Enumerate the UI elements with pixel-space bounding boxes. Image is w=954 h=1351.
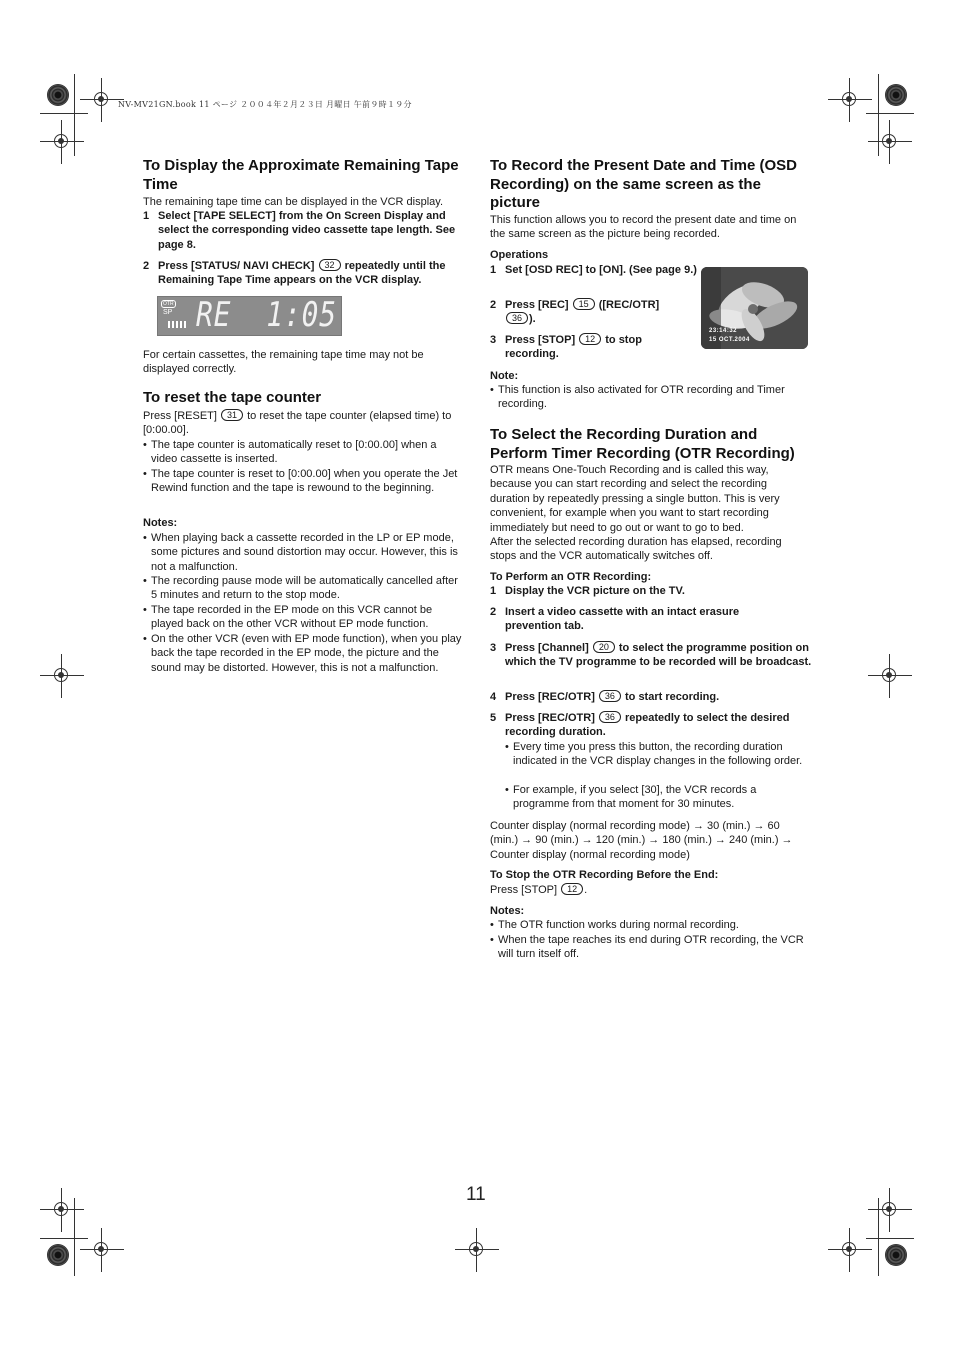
registration-disc-icon (885, 84, 907, 106)
osd-time: 23:14:32 (709, 328, 738, 334)
print-header: NV-MV21GN.book 11 ページ ２００４年２月２３日 月曜日 午前９時１９分 (118, 100, 412, 109)
bullet-text: The tape counter is automatically reset to [0:00.00] when a video cassette is inserted. (151, 439, 437, 466)
step-text-part: repeatedly until the Remaining Tape Time appears on the VCR display. (158, 260, 446, 287)
bullet-text: On the other VCR (even with EP mode function), when you play back the tape recorded in the EP mode, the picture and the sound may be distorted. However, this is not a malfunction. (151, 633, 462, 674)
paragraph (490, 883, 587, 897)
crosshair-mark-icon (80, 1228, 124, 1272)
step-number: 1 (143, 210, 150, 222)
step-text (505, 298, 680, 327)
registration-disc-icon (885, 1244, 907, 1266)
notes-label: Notes: (490, 905, 525, 917)
tape-remaining-bar-icon (168, 321, 188, 328)
bullet-text: The tape recorded in the EP mode on this VCR cannot be played back on the other VCR without EP mode function. (151, 604, 433, 631)
text-part: Press [STOP] (490, 884, 558, 896)
button-number-badge: 32 (319, 259, 341, 271)
vcr-display-mode: SP (163, 309, 173, 316)
crop-line (878, 74, 879, 156)
crosshair-mark-icon (40, 1188, 84, 1232)
button-number-badge: 36 (599, 711, 621, 723)
crosshair-mark-icon (868, 120, 912, 164)
text-part: to stop recording. (505, 334, 642, 361)
bullet-text: Every time you press this button, the recording duration indicated in the VCR display changes in the following order. (513, 741, 803, 768)
button-number-badge: 36 (599, 690, 621, 702)
section-title-osd-recording: To Record the Present Date and Time (OSD Recording) on the same screen as the picture (490, 157, 798, 211)
crosshair-mark-icon (40, 654, 84, 698)
text-part: to reset the tape counter (elapsed time) to [0:00.00]. (143, 410, 452, 437)
paragraph: OTR means One-Touch Recording and is called this way, because you can start recording and select the recording duration by repeatedly pressing a single button. This is very convenient, for example when you want to start recording immediately but need to go out or want to go to bed. (490, 464, 780, 534)
section-title-remaining-tape: To Display the Approximate Remaining Tape Time (143, 157, 459, 193)
registration-disc-icon (47, 1244, 69, 1266)
text-part: ). (529, 313, 536, 326)
paragraph: This function allows you to record the present date and time on the same screen as the picture being recorded. (490, 214, 797, 241)
paragraph: The remaining tape time can be displayed in the VCR display. (143, 196, 444, 208)
button-number-badge: 36 (506, 312, 528, 324)
crop-line (40, 1238, 88, 1239)
step-text (505, 690, 810, 704)
vcr-display-illustration (157, 296, 342, 336)
text-part: . (584, 884, 588, 896)
crop-line (866, 1238, 914, 1239)
paragraph: For certain cassettes, the remaining tape time may not be displayed correctly. (143, 349, 424, 376)
text-part: repeatedly to select the desired recording duration. (505, 712, 790, 739)
button-number-badge: 31 (221, 409, 243, 421)
crosshair-mark-icon (828, 1228, 872, 1272)
text-part: Press [RESET] (143, 410, 217, 422)
bullet-text: When the tape reaches its end during OTR recording, the VCR will turn itself off. (498, 934, 804, 961)
crosshair-mark-icon (828, 78, 872, 122)
step-text-part: Press [STATUS/ NAVI CHECK] (158, 260, 315, 272)
operations-label: Operations (490, 249, 549, 261)
crop-line (866, 113, 914, 114)
crop-line (40, 113, 88, 114)
step-text: Select [TAPE SELECT] from the On Screen Display and select the corresponding video cassette tape length. See page 8. (158, 210, 456, 251)
bullet-text: The tape counter is reset to [0:00.00] when you operate the Jet Rewind function and the tape is rewound to the beginning. (151, 468, 458, 495)
section-title-otr-recording: To Select the Recording Duration and Perform Timer Recording (OTR Recording) (490, 426, 795, 462)
crop-line (74, 1198, 75, 1276)
vcr-display-tag: OTR (163, 301, 174, 307)
osd-date: 15 OCT.2004 (709, 337, 750, 343)
counter-sequence: Counter display (normal recording mode) → 30 (min.) → 60 (min.) → 90 (min.) → 120 (min.) → 180 (min.) → 240 (min.) → Counter display (normal recording mode) (490, 820, 793, 861)
note-label: Note: (490, 370, 519, 382)
step-text (505, 711, 812, 740)
bullet-text: When playing back a cassette recorded in the LP or EP mode, some pictures and sound distortion may occur. However, this is not a malfunction. (151, 532, 458, 573)
step-text: Display the VCR picture on the TV. (505, 585, 685, 597)
text-part: to start recording. (625, 691, 720, 703)
registration-disc-icon (47, 84, 69, 106)
step-text (158, 259, 468, 288)
button-number-badge: 12 (561, 883, 583, 895)
text-part: Press [REC] (505, 299, 569, 311)
perform-label: To Perform an OTR Recording: (490, 571, 652, 583)
paragraph: After the selected recording duration has elapsed, recording stops and the VCR automatically switches off. (490, 536, 782, 563)
crosshair-mark-icon (868, 654, 912, 698)
crop-line (878, 1198, 879, 1276)
button-number-badge: 20 (593, 641, 615, 653)
text-part: Press [REC/OTR] (505, 712, 595, 724)
crosshair-mark-icon (40, 120, 84, 164)
notes-label: Notes: (143, 517, 178, 529)
tv-screen-photo (701, 267, 808, 349)
section-title-reset-counter: To reset the tape counter (143, 389, 322, 406)
crop-line (74, 74, 75, 156)
crosshair-mark-icon (455, 1228, 499, 1272)
step-text (505, 641, 812, 670)
step-text: Set [OSD REC] to [ON]. (See page 9.) (505, 264, 697, 276)
bullet-text: The OTR function works during normal recording. (498, 919, 739, 931)
text-part: Press [REC/OTR] (505, 691, 595, 703)
crosshair-mark-icon (868, 1188, 912, 1232)
page-number: 11 (466, 1184, 486, 1205)
vcr-display-segment-text: RE 1:05 (196, 295, 337, 335)
text-part: to select the programme position on which the TV programme to be recorded will be broadcast. (505, 642, 812, 669)
step-number: 2 (143, 260, 150, 272)
stop-label: To Stop the OTR Recording Before the End: (490, 869, 719, 881)
button-number-badge: 15 (573, 298, 595, 310)
paragraph (143, 409, 463, 438)
text-part: Press [Channel] (505, 642, 589, 654)
step-text (505, 333, 690, 362)
bullet-text: The recording pause mode will be automatically cancelled after 5 minutes and return to the stop mode. (151, 575, 458, 602)
step-text: Insert a video cassette with an intact erasure prevention tab. (505, 606, 740, 633)
text-part: Press [STOP] (505, 334, 576, 346)
bullet-text: For example, if you select [30], the VCR records a programme from that moment for 30 minutes. (513, 784, 757, 811)
button-number-badge: 12 (579, 333, 601, 345)
text-part: ([REC/OTR] (598, 299, 660, 311)
bullet-text: This function is also activated for OTR recording and Timer recording. (498, 384, 785, 411)
